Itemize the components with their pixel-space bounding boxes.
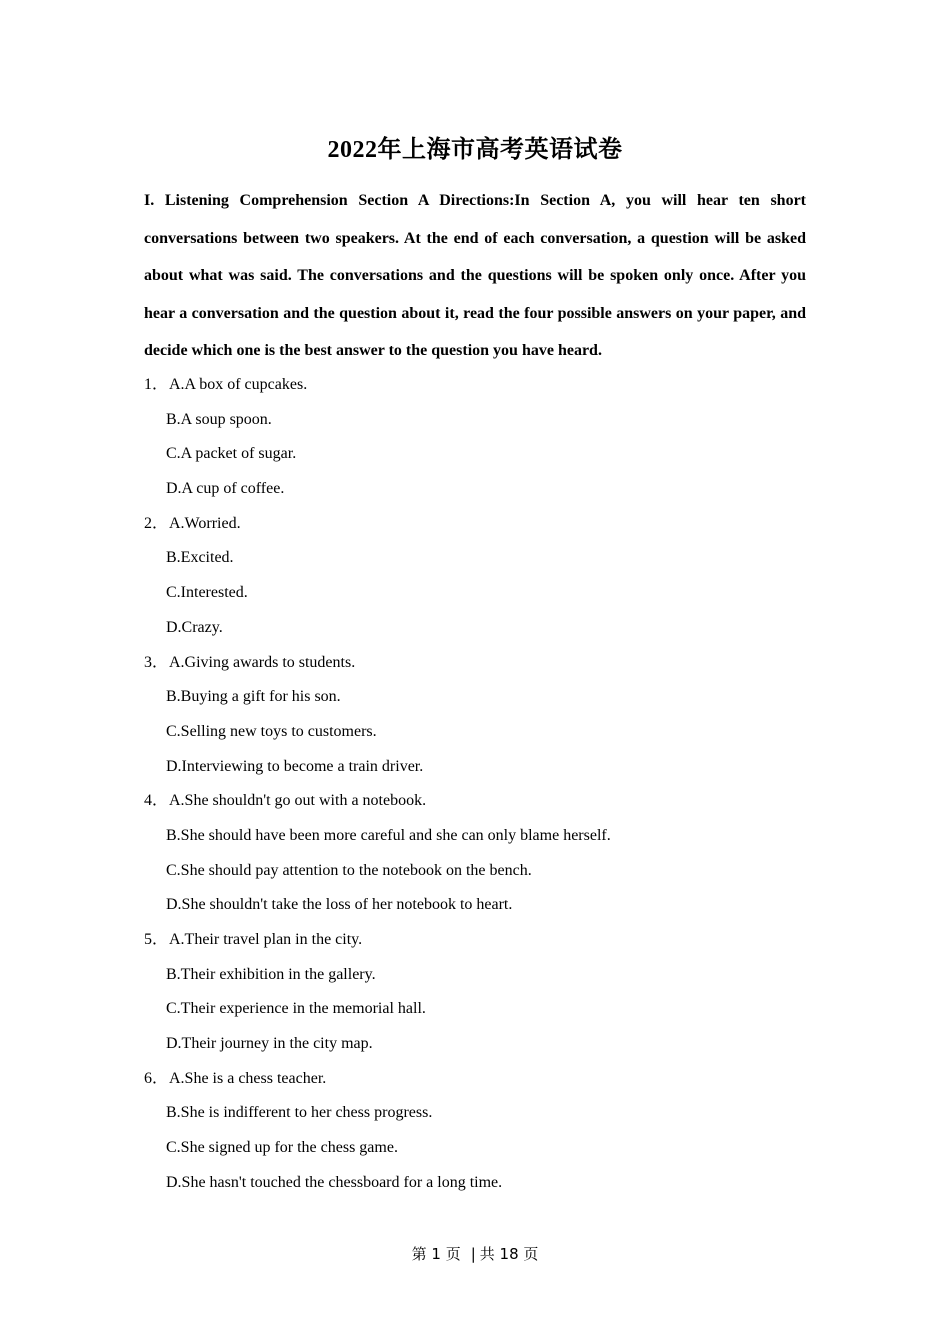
question-4 (144, 784, 806, 923)
question-2 (144, 507, 806, 646)
option-b: B.She is indifferent to her chess progress. (166, 1104, 433, 1122)
option-b: B.A soup spoon. (166, 410, 272, 428)
question-number: 5． (144, 931, 169, 948)
option-a: A.She is a chess teacher. (169, 1069, 327, 1087)
option-c: C.She signed up for the chess game. (166, 1139, 398, 1157)
question-number: 4． (144, 792, 169, 810)
option-d: D.Interviewing to become a train driver. (166, 757, 424, 775)
option-c: C.Their experience in the memorial hall. (166, 1000, 426, 1018)
option-d: D.She hasn't touched the chessboard for a long time. (166, 1173, 503, 1191)
option-d: D.A cup of coffee. (166, 480, 285, 498)
question-5 (144, 923, 806, 1062)
option-a: A.A box of cupcakes. (169, 376, 308, 393)
option-a: A.She shouldn't go out with a notebook. (169, 792, 427, 810)
option-b: B.She should have been more careful and she can only blame herself. (166, 826, 611, 844)
page-number: 第 1 页 (411, 1245, 461, 1263)
section-directions: I. Listening Comprehension Section A Directions:In Section A, you will hear ten short conversations between two speakers. At the end of each conversation, a question will be asked about what was said. The conversations and the questions will be spoken only once. After you hear a conversation and the question about it, read the four possible answers on your paper, and decide which one is the best answer to the question you have heard. (144, 192, 806, 359)
option-c: C.A packet of sugar. (166, 445, 297, 463)
option-b: B.Buying a gift for his son. (166, 688, 341, 706)
option-c: C.Interested. (166, 584, 248, 602)
option-b: B.Their exhibition in the gallery. (166, 965, 376, 983)
question-list (144, 368, 806, 1201)
question-number: 6． (144, 1069, 169, 1087)
option-a: A.Worried. (169, 514, 241, 532)
question-first-line (144, 368, 806, 403)
option-c: C.She should pay attention to the notebook on the bench. (166, 861, 532, 879)
option-a: A.Their travel plan in the city. (169, 931, 363, 948)
total-pages: 共 18 页 (479, 1245, 539, 1263)
option-d: D.Crazy. (166, 618, 223, 636)
question-first-line (144, 923, 806, 958)
question-number: 1． (144, 376, 169, 393)
page-title: 2022年上海市高考英语试卷 (327, 137, 623, 163)
option-d: D.Their journey in the city map. (166, 1035, 373, 1053)
question-6 (144, 1062, 806, 1201)
question-3 (144, 646, 806, 785)
option-d: D.She shouldn't take the loss of her notebook to heart. (166, 896, 513, 914)
option-a: A.Giving awards to students. (169, 653, 356, 671)
question-number: 3． (144, 653, 169, 671)
question-first-line (144, 646, 806, 681)
question-first-line (144, 507, 806, 542)
page-footer (0, 1243, 950, 1265)
footer-separator: | (470, 1245, 476, 1263)
question-1 (144, 368, 806, 507)
option-c: C.Selling new toys to customers. (166, 722, 377, 740)
question-number: 2． (144, 514, 169, 532)
option-b: B.Excited. (166, 549, 234, 567)
question-first-line (144, 1062, 806, 1097)
question-first-line (144, 784, 806, 819)
